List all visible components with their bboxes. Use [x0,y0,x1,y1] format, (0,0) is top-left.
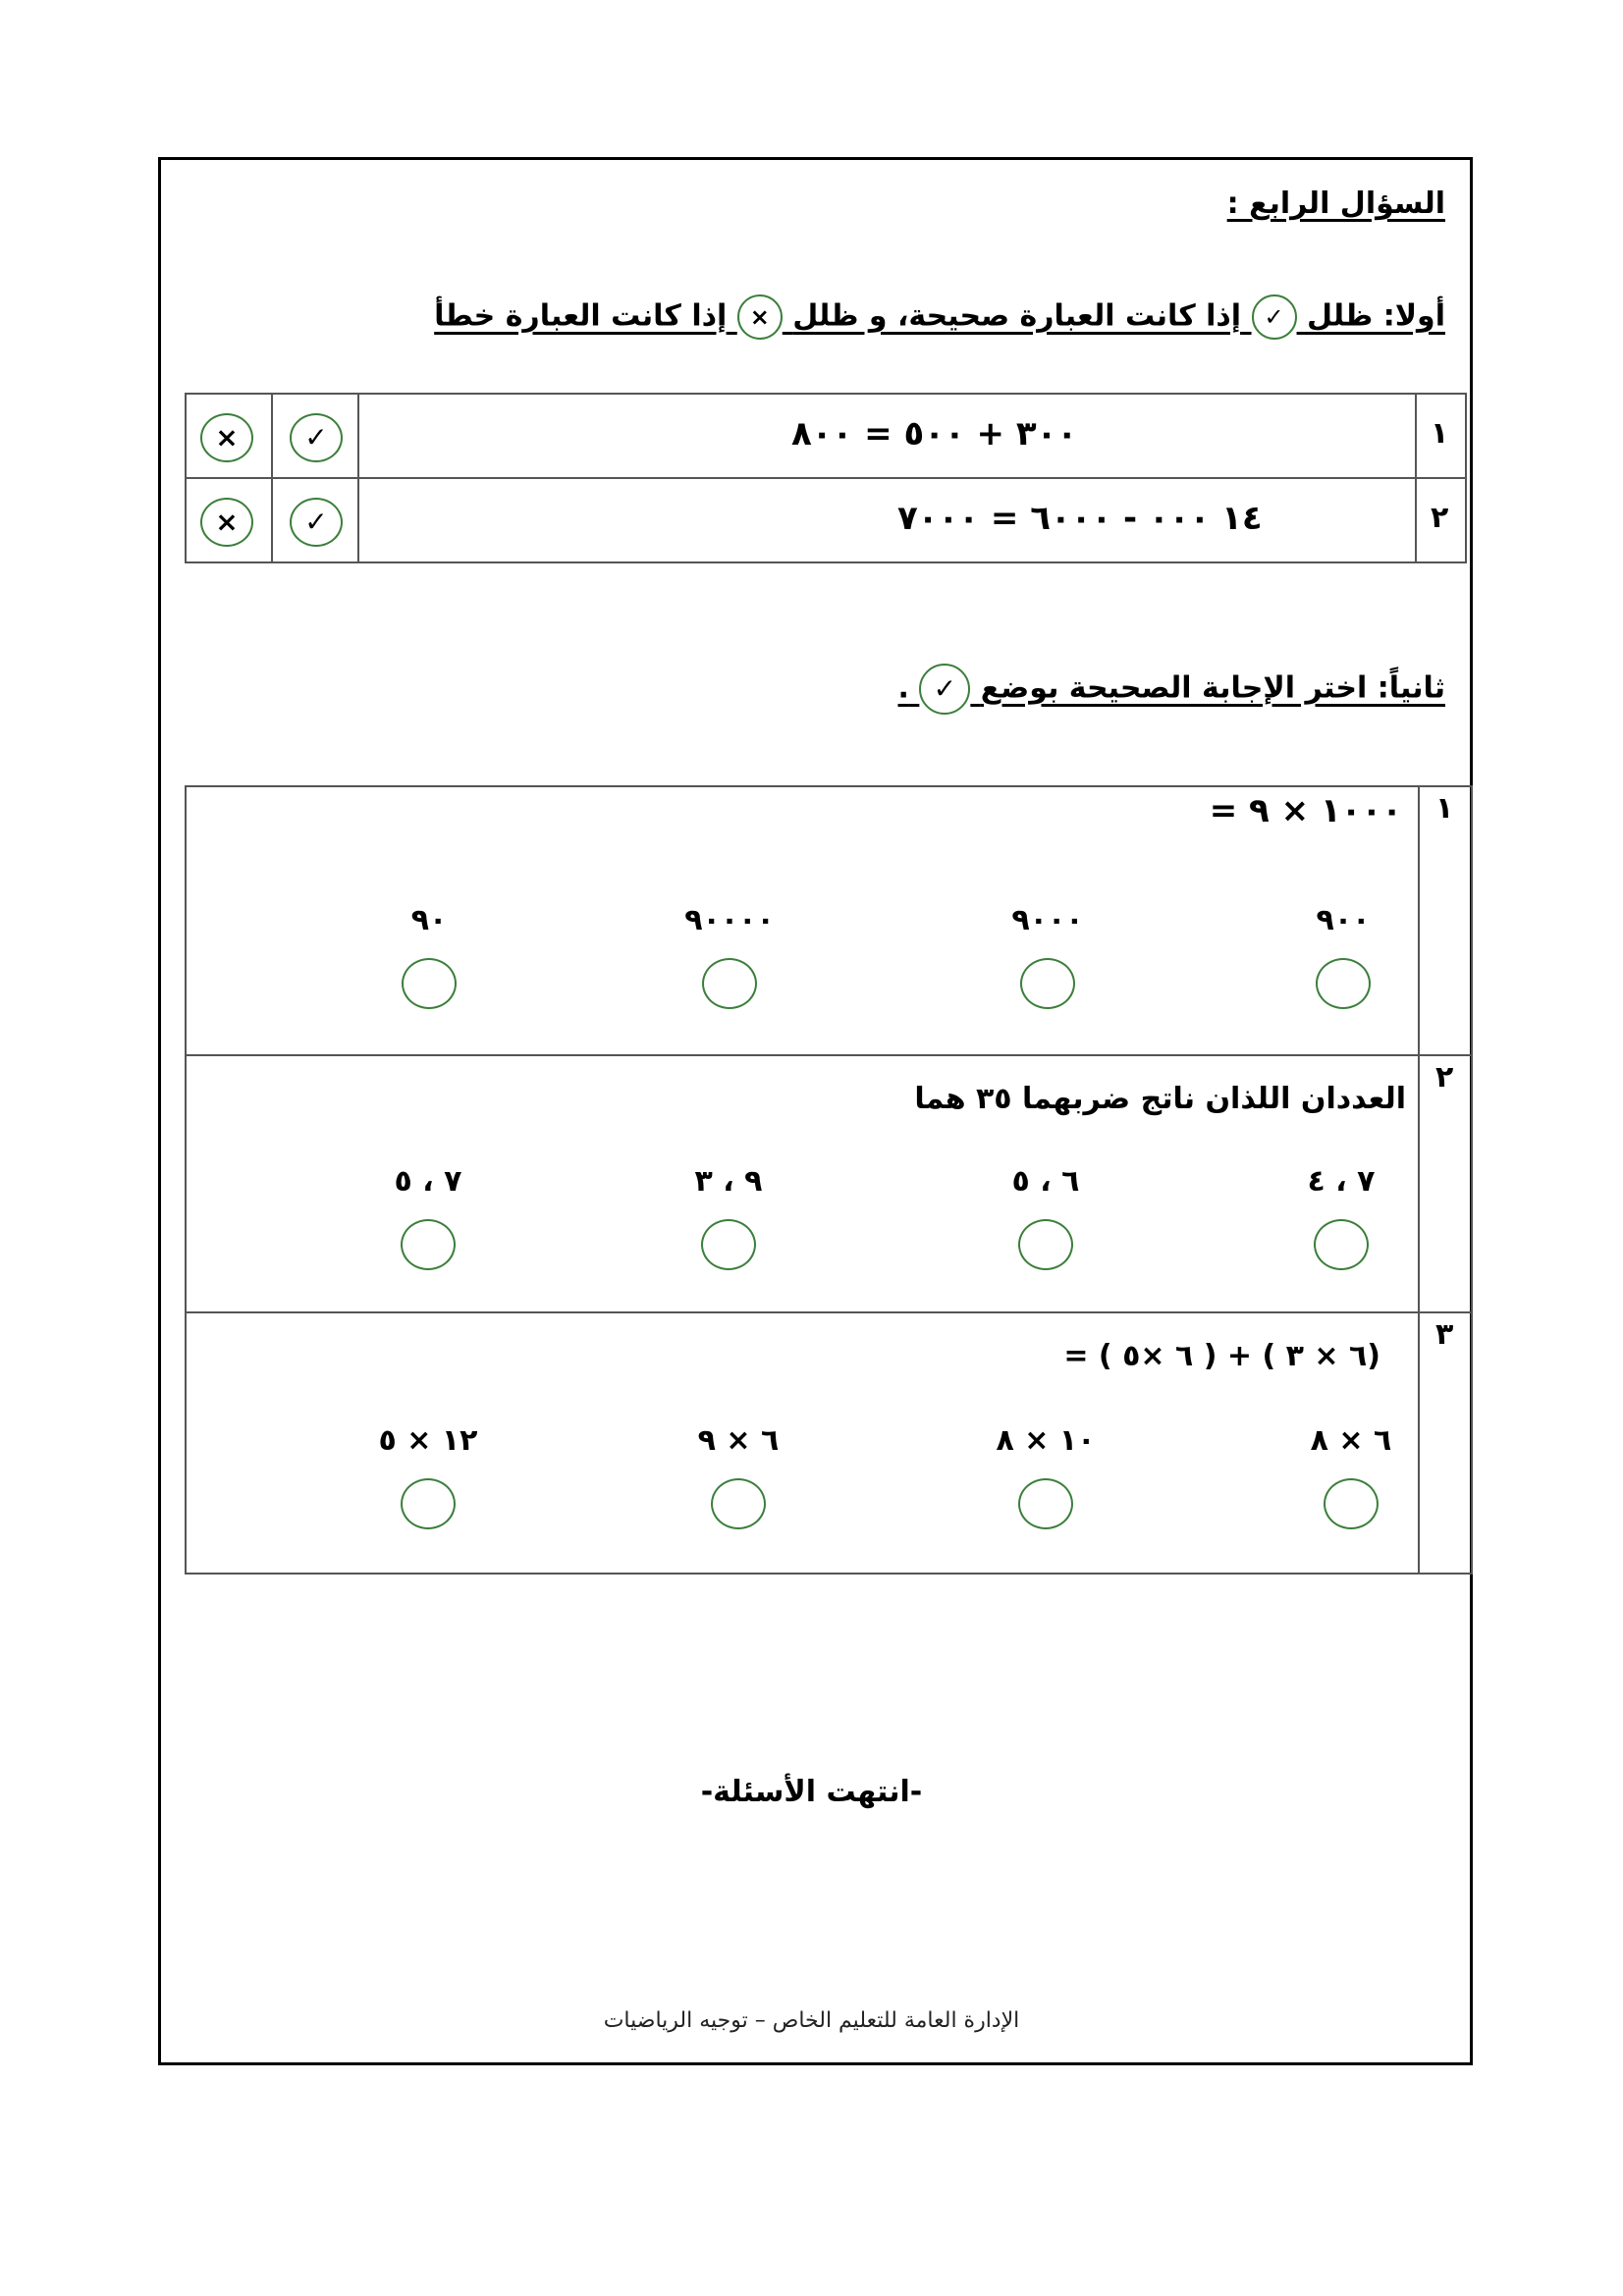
option-label: ٧ ، ٥ [394,1164,462,1199]
statement-cell [358,478,1416,562]
option[interactable] [641,903,818,1013]
question-text: العددان اللذان ناتج ضربهما ٣٥ هما [914,1082,1406,1116]
question-number: ١ [1435,791,1454,826]
end-of-questions: -انتهت الأسئلة- [700,1775,923,1809]
footer-text: الإدارة العامة للتعليم الخاص – توجيه الرياضيات [603,2008,1020,2033]
option[interactable] [1253,1164,1430,1274]
statement-cell [358,394,1416,478]
part1-heading-b: إذا كانت العبارة صحيحة، و ظلل [792,298,1242,334]
check-bubble[interactable]: ✓ [290,413,343,462]
answer-bubble[interactable] [1018,1478,1073,1529]
question-number: ٣ [1435,1317,1454,1352]
option-label: ٩٠٠٠٠ [684,903,775,937]
row-number-cell [1416,394,1466,478]
part1-heading [434,294,1445,340]
option[interactable] [341,903,517,1013]
option[interactable] [340,1423,516,1533]
part1-heading-c: إذا كانت العبارة خطأ [434,298,728,334]
part1-heading-a: أولا: ظلل [1307,298,1445,334]
row-number: ٢ [1431,501,1449,535]
cross-bubble[interactable]: × [200,498,253,547]
option[interactable] [650,1423,827,1533]
option[interactable] [1255,903,1432,1013]
option-label: ٧ ، ٤ [1307,1164,1376,1199]
answer-bubble[interactable] [1316,958,1371,1009]
option[interactable] [957,1164,1134,1274]
table-row [186,394,1466,478]
check-icon: ✓ [1252,294,1297,340]
mcq-block-1 [185,785,1473,1056]
mcq-block-2 [185,1054,1473,1313]
answer-bubble[interactable] [1020,958,1075,1009]
answer-bubble[interactable] [701,1219,756,1270]
option-label: ٩٠ [410,903,448,937]
answer-bubble[interactable] [1324,1478,1379,1529]
question-text: (٦ × ٣ ) + ( ٦ ×٥ ) = [1063,1339,1380,1373]
option[interactable] [959,903,1136,1013]
option[interactable] [1263,1423,1439,1533]
cross-cell[interactable] [186,478,272,562]
part2-heading-text: ثانياً: اختر الإجابة الصحيحة بوضع [980,670,1445,706]
option-label: ٦ ، ٥ [1011,1164,1080,1199]
statement-expr: ١٤ ٠٠٠ - ٦٠٠٠ = ٧٠٠٠ [897,499,1263,538]
option-label: ٩٠٠٠ [1011,903,1084,937]
question-text: ١٠٠٠ × ٩ = [1209,791,1402,830]
option-label: ٦ × ٨ [1310,1423,1392,1458]
option-label: ٩٠٠ [1316,903,1371,937]
row-number-cell [1416,478,1466,562]
answer-bubble[interactable] [401,1219,456,1270]
cross-bubble[interactable]: × [200,413,253,462]
answer-bubble[interactable] [711,1478,766,1529]
option[interactable] [340,1164,516,1274]
option-label: ١٠ × ٨ [996,1423,1096,1458]
part2-heading [897,664,1445,715]
option[interactable] [957,1423,1134,1533]
answer-bubble[interactable] [1018,1219,1073,1270]
table-row [186,478,1466,562]
cross-icon: × [737,294,783,340]
option-label: ١٢ × ٥ [378,1423,478,1458]
option[interactable] [640,1164,817,1274]
statement-expr: ٣٠٠ + ٥٠٠ = ٨٠٠ [791,414,1078,454]
option-label: ٩ ، ٣ [694,1164,763,1199]
answer-bubble[interactable] [702,958,757,1009]
option-label: ٦ × ٩ [697,1423,780,1458]
check-cell[interactable] [272,478,358,562]
part2-heading-dot: . [897,670,909,706]
row-number: ١ [1431,416,1449,451]
cross-cell[interactable] [186,394,272,478]
answer-bubble[interactable] [401,1478,456,1529]
true-false-table [185,393,1467,563]
check-icon: ✓ [919,664,970,715]
check-cell[interactable] [272,394,358,478]
question-title: السؤال الرابع : [1226,187,1445,221]
mcq-block-3 [185,1311,1473,1575]
answer-bubble[interactable] [402,958,457,1009]
check-bubble[interactable]: ✓ [290,498,343,547]
question-number: ٢ [1435,1060,1454,1095]
answer-bubble[interactable] [1314,1219,1369,1270]
